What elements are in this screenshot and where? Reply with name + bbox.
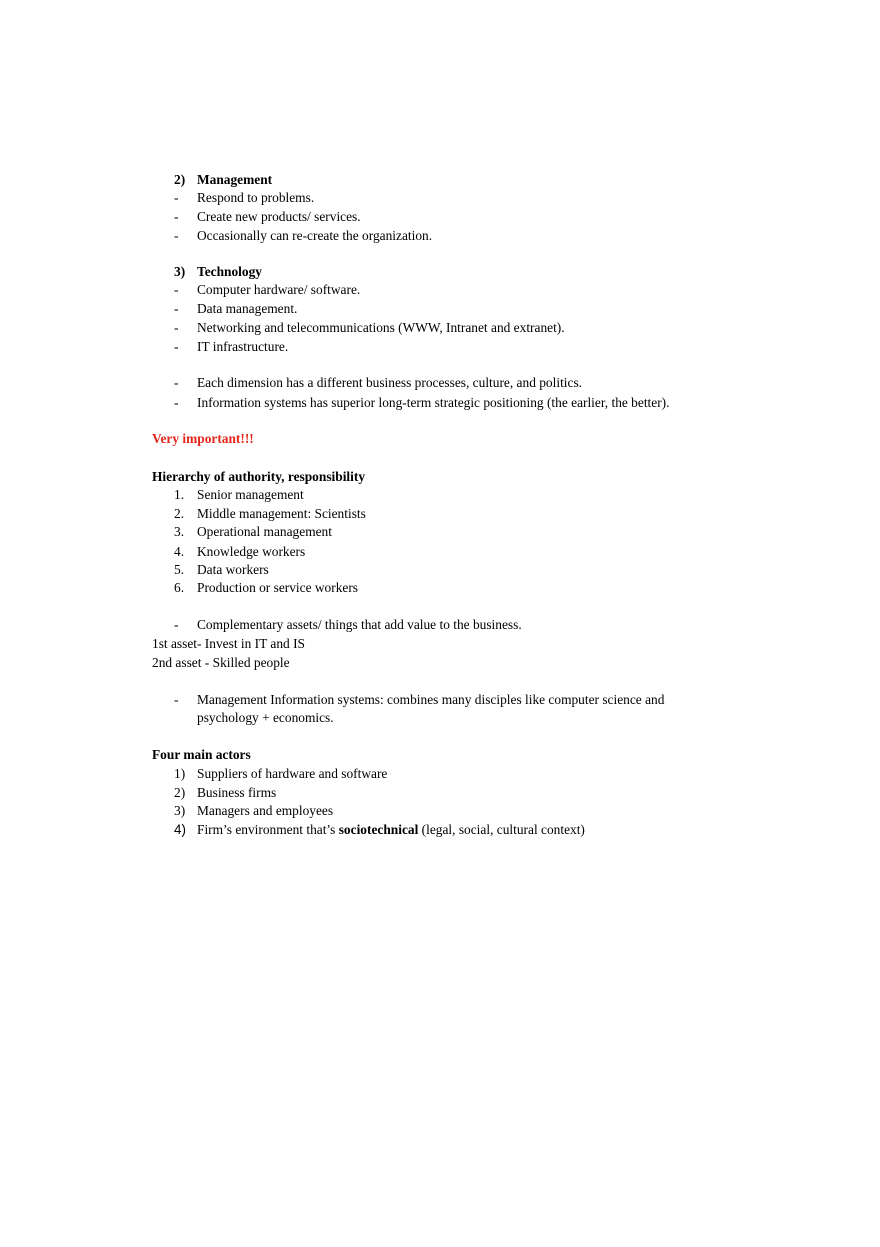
list-item-text: Each dimension has a different business processes, culture, and politics. xyxy=(197,375,583,390)
dash-bullet: - xyxy=(174,228,179,243)
list-item-text: Create new products/ services. xyxy=(197,209,361,224)
section-number: 3) xyxy=(174,264,186,279)
dash-bullet: - xyxy=(174,209,179,224)
section-title: Technology xyxy=(197,264,262,279)
actors-heading: Four main actors xyxy=(152,747,251,762)
list-number: 4. xyxy=(174,544,185,559)
asset-line: 2nd asset - Skilled people xyxy=(152,655,290,670)
dash-bullet: - xyxy=(174,339,179,354)
list-item-text: psychology + economics. xyxy=(197,710,334,725)
list-item-text: Suppliers of hardware and software xyxy=(197,766,388,781)
dash-bullet: - xyxy=(174,692,179,707)
list-item-text: Complementary assets/ things that add value to the business. xyxy=(197,617,522,632)
hierarchy-heading: Hierarchy of authority, responsibility xyxy=(152,469,366,484)
list-number: 1) xyxy=(174,766,186,781)
dash-bullet: - xyxy=(174,617,179,632)
asset-line: 1st asset- Invest in IT and IS xyxy=(152,636,305,651)
text-fragment: (legal, social, cultural context) xyxy=(418,822,585,837)
list-item-text: Middle management: Scientists xyxy=(197,506,366,521)
bold-term: sociotechnical xyxy=(338,822,419,837)
dash-bullet: - xyxy=(174,320,179,335)
list-item-text: Managers and employees xyxy=(197,803,334,818)
dash-bullet: - xyxy=(174,301,179,316)
list-number: 2) xyxy=(174,785,186,800)
list-item-text: Information systems has superior long-term strategic positioning (the earlier, the better). xyxy=(197,395,670,410)
important-note: Very important!!! xyxy=(152,431,254,446)
text-fragment: Firm’s environment that’s xyxy=(197,822,339,837)
section-number: 2) xyxy=(174,172,186,187)
list-number: 3. xyxy=(174,524,185,539)
list-number: 4) xyxy=(174,822,186,837)
dash-bullet: - xyxy=(174,375,179,390)
list-number: 2. xyxy=(174,506,185,521)
list-number: 6. xyxy=(174,580,185,595)
dash-bullet: - xyxy=(174,190,179,205)
list-item-text: Production or service workers xyxy=(197,580,359,595)
section-title: Management xyxy=(197,172,273,187)
list-item-text: Business firms xyxy=(197,785,277,800)
dash-bullet: - xyxy=(174,282,179,297)
list-number: 1. xyxy=(174,487,185,502)
list-item-text: IT infrastructure. xyxy=(197,339,289,354)
list-number: 3) xyxy=(174,803,186,818)
list-item-text: Operational management xyxy=(197,524,332,539)
list-item-text: Data workers xyxy=(197,562,269,577)
list-item-text: Management Information systems: combines many disciples like computer science and xyxy=(197,692,665,707)
list-item-text: Knowledge workers xyxy=(197,544,306,559)
list-item-text xyxy=(197,821,585,839)
list-item-text: Respond to problems. xyxy=(197,190,315,205)
list-item-text: Computer hardware/ software. xyxy=(197,282,361,297)
list-item-text: Data management. xyxy=(197,301,298,316)
list-item-text: Senior management xyxy=(197,487,304,502)
dash-bullet: - xyxy=(174,395,179,410)
list-item-text: Occasionally can re-create the organization. xyxy=(197,228,433,243)
list-number: 5. xyxy=(174,562,185,577)
list-item-text: Networking and telecommunications (WWW, Intranet and extranet). xyxy=(197,320,565,335)
